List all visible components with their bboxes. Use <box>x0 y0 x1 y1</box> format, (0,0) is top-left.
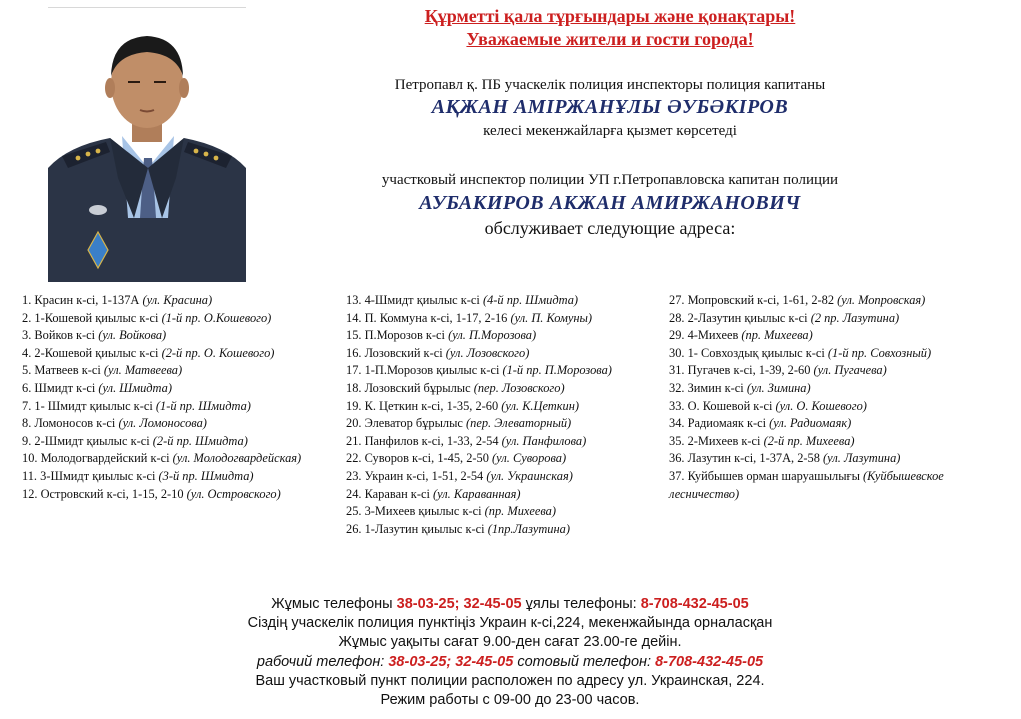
address-item <box>22 380 327 398</box>
address-russian: (пер. Лозовского) <box>473 380 565 395</box>
address-kazakh: 22. Суворов к-сі, 1-45, 2-50 <box>346 451 493 466</box>
address-kazakh: 25. 3-Михеев қиылыс к-сі <box>346 504 485 519</box>
officer-role-russian: участковый инспектор полиции УП г.Петропавловска капитан полиции <box>381 172 839 188</box>
mobile-phone-label-kazakh: ұялы телефоны: <box>521 596 641 612</box>
address-kazakh: 8. Ломоносов к-сі <box>22 416 119 431</box>
address-item <box>346 415 651 433</box>
work-phone-label-russian: рабочий телефон: <box>256 654 389 670</box>
address-kazakh: 36. Лазутин к-сі, 1-37А, 2-58 <box>669 451 824 466</box>
address-kazakh: 1. Красин к-сі, 1-137А <box>22 293 143 307</box>
work-phone-russian <box>150 653 870 673</box>
address-russian: (ул. Панфилова) <box>501 433 587 448</box>
serves-addresses-kazakh: келесі мекенжайларға қызмет көрсетеді <box>483 123 737 139</box>
address-item <box>22 468 327 486</box>
address-russian: (пр. Михеева) <box>484 504 556 519</box>
address-kazakh: 21. Панфилов к-сі, 1-33, 2-54 <box>346 433 502 448</box>
address-kazakh: 32. Зимин к-сі <box>669 380 747 395</box>
mobile-phone-label-russian: сотовый телефон: <box>513 654 656 670</box>
officer-name-kazakh: АҚЖАН АМІРЖАНҰЛЫ ӘУБӘКІРОВ <box>431 96 789 118</box>
address-kazakh: 28. 2-Лазутин қиылыс к-сі <box>669 310 811 325</box>
address-kazakh: 18. Лозовский бұрылыс <box>346 380 474 395</box>
address-item <box>346 503 651 521</box>
work-phone-kazakh <box>150 595 870 615</box>
address-kazakh: 5. Матвеев к-сі <box>22 363 104 378</box>
address-item <box>22 415 327 433</box>
police-point-location-kazakh: Сіздің учаскелік полиция пунктіңіз Украин к-сі,224, мекенжайында орналасқан <box>247 615 773 631</box>
address-kazakh: 30. 1- Совхоздық қиылыс к-сі <box>669 345 828 360</box>
address-item <box>669 380 989 398</box>
address-kazakh: 4. 2-Кошевой қиылыс к-сі <box>22 345 162 360</box>
working-hours-russian: Режим работы с 09-00 до 23-00 часов. <box>380 692 640 708</box>
address-russian: (2-й пр. Шмидта) <box>152 433 248 448</box>
address-kazakh: 26. 1-Лазутин қиылыс к-сі <box>346 521 488 536</box>
address-russian: (ул. О. Кошевого) <box>775 398 867 413</box>
address-item <box>669 292 989 310</box>
address-kazakh: 12. Островский к-сі, 1-15, 2-10 <box>22 486 187 501</box>
address-kazakh: 35. 2-Михеев к-сі <box>669 433 764 448</box>
working-hours-kazakh: Жұмыс уақыты сағат 9.00-ден сағат 23.00-ге дейін. <box>338 634 682 650</box>
address-russian: (ул. Зимина) <box>746 380 811 395</box>
address-russian: (ул. Лазутина) <box>823 451 901 466</box>
address-russian: (ул. Украинская) <box>486 468 573 483</box>
address-russian: (ул. Мопровская) <box>837 293 926 307</box>
address-item <box>669 398 989 416</box>
address-kazakh: 33. О. Кошевой к-сі <box>669 398 776 413</box>
address-item <box>22 327 327 345</box>
address-kazakh: 24. Караван к-сі <box>346 486 433 501</box>
address-russian: (ул. Радиомаяк) <box>769 416 852 431</box>
address-item <box>346 380 651 398</box>
address-kazakh: 20. Элеватор бұрылыс <box>346 416 467 431</box>
address-item <box>22 486 327 504</box>
officer-photo <box>48 18 246 282</box>
address-column-2 <box>346 292 651 538</box>
address-item <box>346 450 651 468</box>
address-russian: (2 пр. Лазутина) <box>810 310 900 325</box>
address-kazakh: 19. К. Цеткин к-сі, 1-35, 2-60 <box>346 398 502 413</box>
work-phone-numbers-kazakh: 38-03-25; 32-45-05 <box>396 596 522 612</box>
address-item <box>22 310 327 328</box>
address-russian: (пр. Михеева) <box>741 328 813 343</box>
address-russian: (ул. Пугачева) <box>813 363 887 378</box>
address-russian: (ул. Красина) <box>142 293 213 307</box>
greeting-russian: Уважаемые жители и гости города! <box>466 29 754 49</box>
address-kazakh: 7. 1- Шмидт қиылыс к-сі <box>22 398 156 413</box>
address-item <box>346 486 651 504</box>
address-item <box>346 468 651 486</box>
address-kazakh: 14. П. Коммуна к-сі, 1-17, 2-16 <box>346 310 511 325</box>
mobile-phone-number-kazakh: 8-708-432-45-05 <box>640 596 749 612</box>
address-kazakh: 6. Шмидт к-сі <box>22 380 99 395</box>
address-kazakh: 11. 3-Шмидт қиылыс к-сі <box>22 468 159 483</box>
address-kazakh: 16. Лозовский к-сі <box>346 345 446 360</box>
address-item <box>669 433 989 451</box>
address-item <box>346 310 651 328</box>
officer-role-kazakh: Петропавл қ. ПБ учаскелік полиция инспекторы полиция капитаны <box>394 77 826 93</box>
address-russian: (ул. Шмидта) <box>98 380 172 395</box>
address-kazakh: 15. П.Морозов к-сі <box>346 328 449 343</box>
address-russian: (1-й пр. Шмидта) <box>155 398 251 413</box>
serves-addresses-russian: обслуживает следующие адреса: <box>484 218 736 238</box>
work-phone-label-kazakh: Жұмыс телефоны <box>271 596 397 612</box>
address-item <box>346 327 651 345</box>
address-russian: (1-й пр. О.Кошевого) <box>161 310 272 325</box>
address-russian: (Куйбышевское лесничество) <box>669 468 944 501</box>
address-russian: (ул. Суворова) <box>492 451 567 466</box>
address-kazakh: 37. Куйбышев орман шаруашылығы <box>669 468 864 483</box>
address-item <box>22 398 327 416</box>
address-item <box>346 521 651 539</box>
address-item <box>669 327 989 345</box>
address-kazakh: 31. Пугачев к-сі, 1-39, 2-60 <box>669 363 814 378</box>
address-item <box>669 450 989 468</box>
address-russian: (ул. Матвеева) <box>103 363 183 378</box>
address-russian: (пер. Элеваторный) <box>466 416 572 431</box>
address-russian: (4-й пр. Шмидта) <box>482 293 579 307</box>
address-russian: (3-й пр. Шмидта) <box>158 468 254 483</box>
address-russian: (1-й пр. П.Морозова) <box>502 363 612 378</box>
work-phone-numbers-russian: 38-03-25; 32-45-05 <box>388 654 514 670</box>
address-russian: (ул. Ломоносова) <box>118 416 207 431</box>
address-kazakh: 10. Молодогвардейский к-сі <box>22 451 173 466</box>
address-item <box>22 345 327 363</box>
address-russian: (1пр.Лазутина) <box>487 521 570 536</box>
address-kazakh: 27. Мопровский к-сі, 1-61, 2-82 <box>669 293 838 307</box>
address-russian: (ул. Караванная) <box>432 486 521 501</box>
mobile-phone-number-russian: 8-708-432-45-05 <box>655 654 764 670</box>
address-russian: (2-й пр. О. Кошевого) <box>161 345 275 360</box>
address-item <box>346 292 651 310</box>
address-column-1 <box>22 292 327 503</box>
address-column-3 <box>669 292 989 503</box>
address-russian: (ул. Войкова) <box>98 328 167 343</box>
address-russian: (ул. К.Цеткин) <box>501 398 580 413</box>
police-point-location-russian: Ваш участковый пункт полиции расположен по адресу ул. Украинская, 224. <box>255 673 765 689</box>
address-item <box>669 362 989 380</box>
greeting-kazakh: Құрметті қала тұрғындары және қонақтары! <box>424 6 796 26</box>
address-kazakh: 17. 1-П.Морозов қиылыс к-сі <box>346 363 503 378</box>
address-item <box>346 433 651 451</box>
address-item <box>669 468 989 503</box>
address-kazakh: 23. Украин к-сі, 1-51, 2-54 <box>346 468 487 483</box>
address-russian: (ул. П. Комуны) <box>510 310 593 325</box>
address-kazakh: 13. 4-Шмидт қиылыс к-сі <box>346 293 483 307</box>
address-russian: (ул. Островского) <box>186 486 281 501</box>
address-item <box>22 433 327 451</box>
address-russian: (ул. Молодогвардейская) <box>172 451 302 466</box>
address-kazakh: 29. 4-Михеев <box>669 328 742 343</box>
officer-name-russian: АУБАКИРОВ АКЖАН АМИРЖАНОВИЧ <box>419 192 801 214</box>
address-item <box>669 415 989 433</box>
address-item <box>22 450 327 468</box>
photo-frame-line <box>48 7 246 8</box>
address-kazakh: 3. Войков к-сі <box>22 328 99 343</box>
address-item <box>22 292 327 310</box>
address-russian: (2-й пр. Михеева) <box>763 433 855 448</box>
address-item <box>669 310 989 328</box>
address-kazakh: 34. Радиомаяк к-сі <box>669 416 770 431</box>
address-item <box>669 345 989 363</box>
address-kazakh: 2. 1-Кошевой қиылыс к-сі <box>22 310 162 325</box>
address-russian: (1-й пр. Совхозный) <box>827 345 932 360</box>
address-russian: (ул. Лозовского) <box>445 345 530 360</box>
address-russian: (ул. П.Морозова) <box>448 328 537 343</box>
address-item <box>22 362 327 380</box>
address-item <box>346 345 651 363</box>
address-item <box>346 398 651 416</box>
address-item <box>346 362 651 380</box>
address-kazakh: 9. 2-Шмидт қиылыс к-сі <box>22 433 153 448</box>
